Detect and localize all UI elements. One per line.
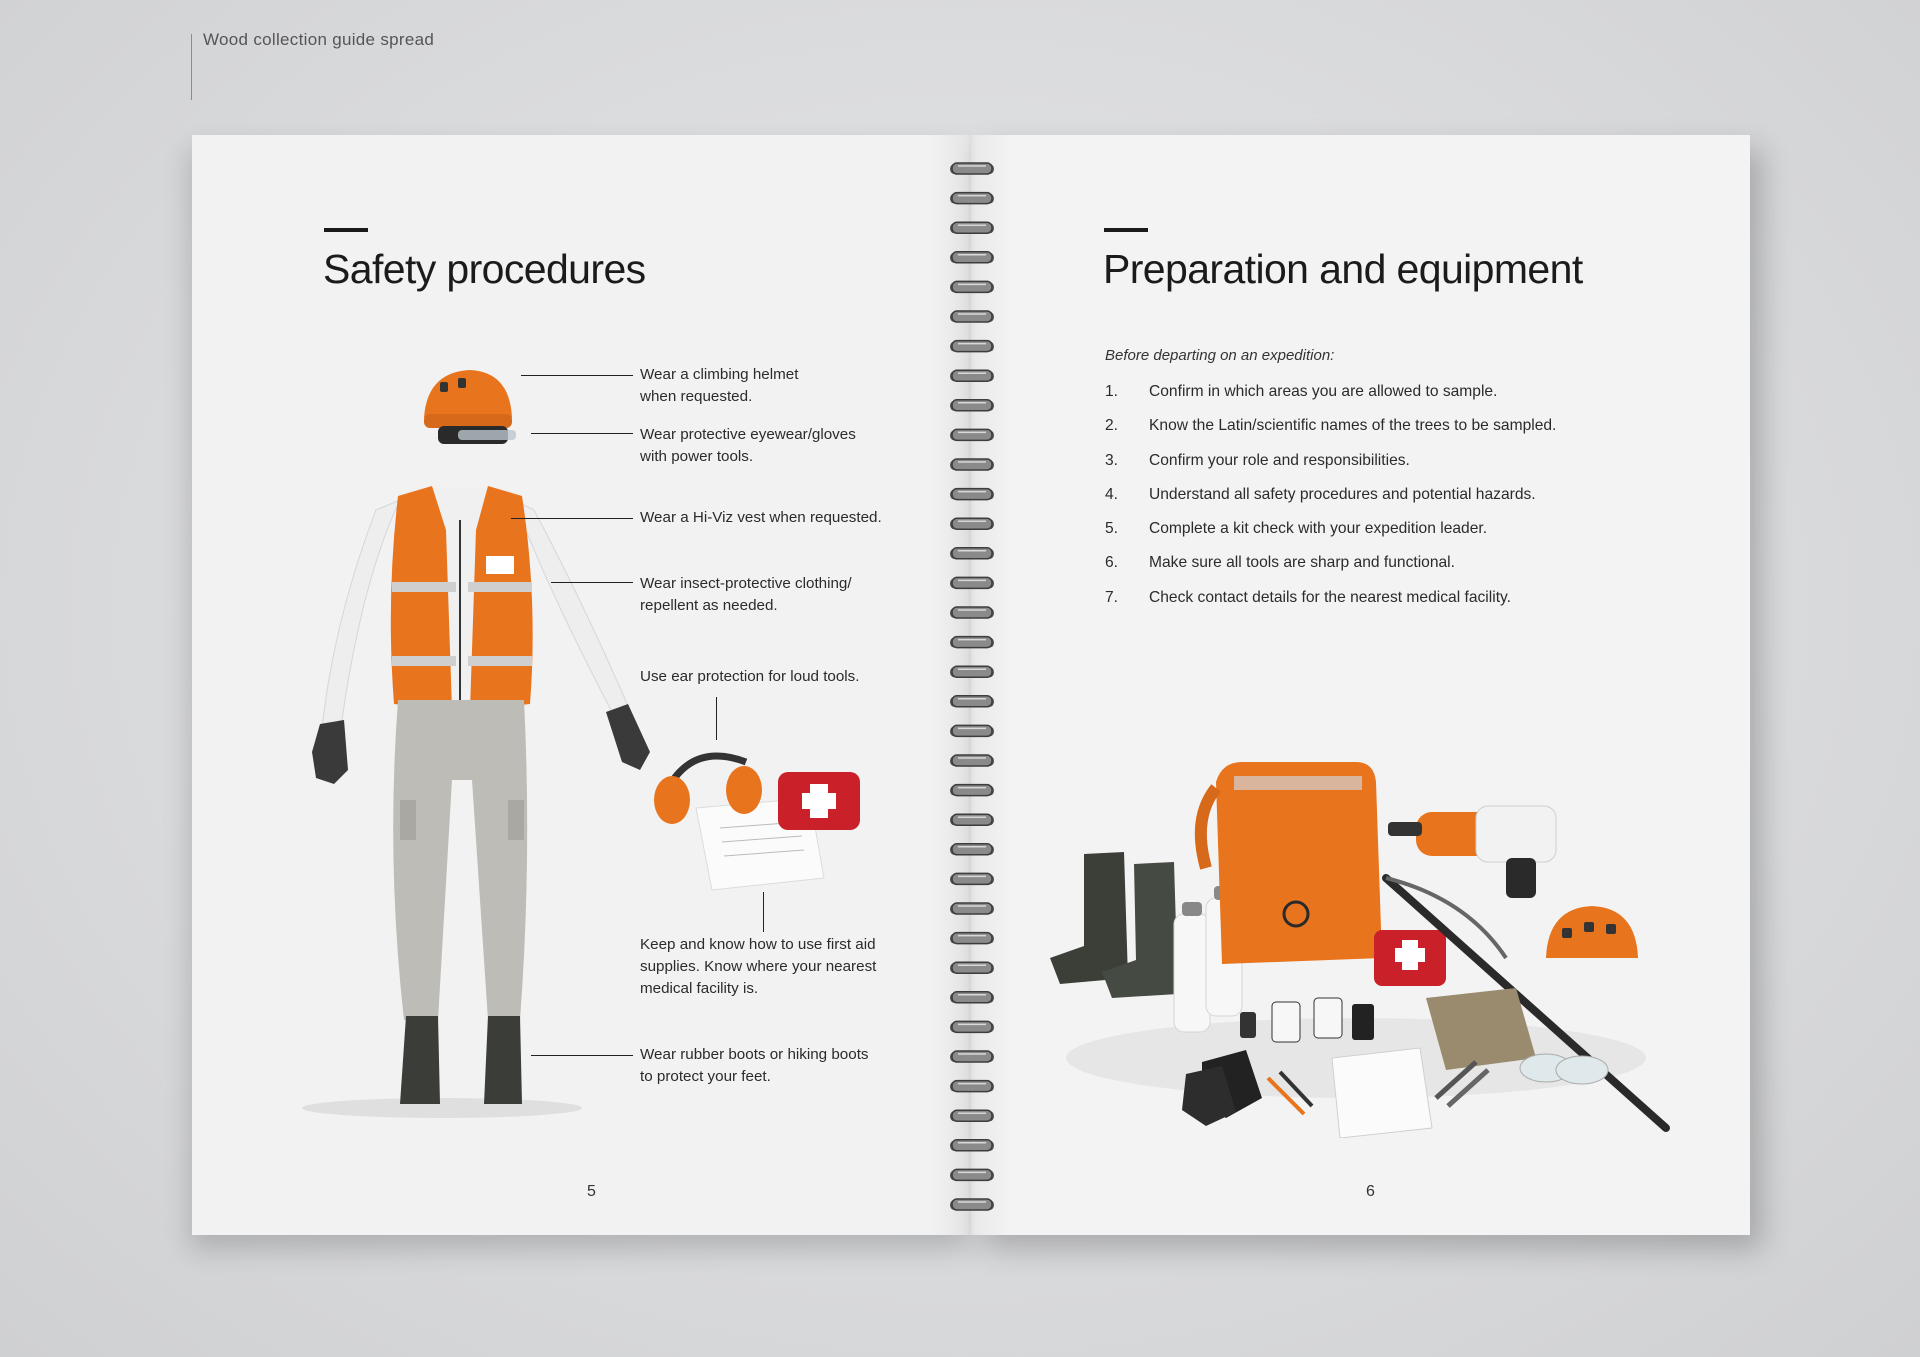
page-number-right: 6 bbox=[1366, 1183, 1375, 1200]
ear-protection-and-first-aid-illustration bbox=[650, 738, 872, 894]
page-title: Safety procedures bbox=[323, 246, 646, 292]
first-aid-kit-icon bbox=[1374, 930, 1446, 986]
list-item: 7. Check contact details for the nearest medical facility. bbox=[1105, 588, 1511, 606]
spiral-coil bbox=[950, 696, 994, 707]
spread-caption: Wood collection guide spread bbox=[203, 30, 435, 49]
spiral-coil bbox=[950, 429, 994, 440]
spiral-binding bbox=[948, 155, 996, 1215]
spiral-coil bbox=[950, 252, 994, 263]
safety-worker-illustration bbox=[282, 360, 662, 1120]
spiral-coil bbox=[950, 1110, 994, 1121]
spiral-coil bbox=[950, 903, 994, 914]
spiral-coil bbox=[950, 1169, 994, 1180]
spiral-coil bbox=[950, 341, 994, 352]
page-number-left: 5 bbox=[587, 1183, 596, 1200]
callout-boots: Wear rubber boots or hiking boots to protect your feet. bbox=[640, 1046, 869, 1085]
callout-helmet: Wear a climbing helmet when requested. bbox=[640, 366, 799, 405]
spiral-coil bbox=[950, 577, 994, 588]
callout-first-aid: Keep and know how to use first aid supplies. Know where your nearest medical facility is. bbox=[640, 936, 877, 997]
climbing-helmet-icon bbox=[1546, 906, 1638, 958]
callout-insect-protection: Wear insect-protective clothing/ repellent as needed. bbox=[640, 575, 852, 614]
title-dash bbox=[324, 228, 368, 232]
spiral-coil bbox=[950, 666, 994, 677]
spiral-coil bbox=[950, 459, 994, 470]
spiral-coil bbox=[950, 1021, 994, 1032]
spiral-coil bbox=[950, 163, 994, 174]
climbing-helmet-icon bbox=[424, 370, 516, 444]
spiral-coil bbox=[950, 1081, 994, 1092]
power-drill-icon bbox=[1388, 806, 1556, 898]
list-item: 4. Understand all safety procedures and potential hazards. bbox=[1105, 485, 1536, 503]
leader-line bbox=[531, 433, 633, 434]
first-aid-kit-icon bbox=[778, 772, 860, 830]
spiral-coil bbox=[950, 725, 994, 736]
leader-line bbox=[551, 582, 633, 583]
spiral-coil bbox=[950, 518, 994, 529]
spiral-coil bbox=[950, 814, 994, 825]
spiral-coil bbox=[950, 873, 994, 884]
spiral-coil bbox=[950, 311, 994, 322]
callout-hi-viz-vest: Wear a Hi-Viz vest when requested. bbox=[640, 509, 882, 526]
leader-line bbox=[716, 697, 717, 740]
spiral-coil bbox=[950, 370, 994, 381]
spiral-coil bbox=[950, 992, 994, 1003]
list-item: 5. Complete a kit check with your expedition leader. bbox=[1105, 520, 1488, 538]
spiral-coil bbox=[950, 637, 994, 648]
leader-line bbox=[511, 518, 633, 519]
caption-rule bbox=[191, 34, 192, 100]
spiral-coil bbox=[950, 222, 994, 233]
spiral-coil bbox=[950, 785, 994, 796]
rubber-boots-icon bbox=[1050, 852, 1178, 998]
list-item: 1. Confirm in which areas you are allowed to sample. bbox=[1105, 383, 1498, 400]
spiral-coil bbox=[950, 607, 994, 618]
page-title: Preparation and equipment bbox=[1103, 246, 1583, 292]
spiral-coil bbox=[950, 489, 994, 500]
backpack-icon bbox=[1201, 762, 1382, 964]
spiral-coil bbox=[950, 1051, 994, 1062]
spiral-coil bbox=[950, 1140, 994, 1151]
title-dash bbox=[1104, 228, 1148, 232]
leader-line bbox=[763, 892, 764, 932]
intro-text: Before departing on an expedition: bbox=[1105, 347, 1335, 364]
spiral-coil bbox=[950, 933, 994, 944]
spiral-coil bbox=[950, 400, 994, 411]
callout-ear-protection: Use ear protection for loud tools. bbox=[640, 668, 860, 685]
list-item: 6. Make sure all tools are sharp and functional. bbox=[1105, 554, 1455, 572]
list-item: 2. Know the Latin/scientific names of the trees to be sampled. bbox=[1105, 417, 1557, 435]
safety-goggles-icon bbox=[1520, 1054, 1608, 1084]
list-item: 3. Confirm your role and responsibilities. bbox=[1105, 451, 1410, 469]
form-icon bbox=[1332, 1048, 1432, 1138]
spiral-coil bbox=[950, 281, 994, 292]
preparation-steps-list bbox=[1105, 383, 1556, 623]
rubber-boots-icon bbox=[400, 1016, 522, 1104]
spiral-coil bbox=[950, 962, 994, 973]
callout-eyewear-gloves: Wear protective eyewear/gloves with power tools. bbox=[640, 426, 856, 465]
equipment-kit-illustration bbox=[1036, 758, 1676, 1138]
spiral-coil bbox=[950, 193, 994, 204]
spiral-coil bbox=[950, 1199, 994, 1210]
spiral-coil bbox=[950, 844, 994, 855]
leader-line bbox=[521, 375, 633, 376]
leader-line bbox=[531, 1055, 633, 1056]
spiral-coil bbox=[950, 548, 994, 559]
spiral-coil bbox=[950, 755, 994, 766]
